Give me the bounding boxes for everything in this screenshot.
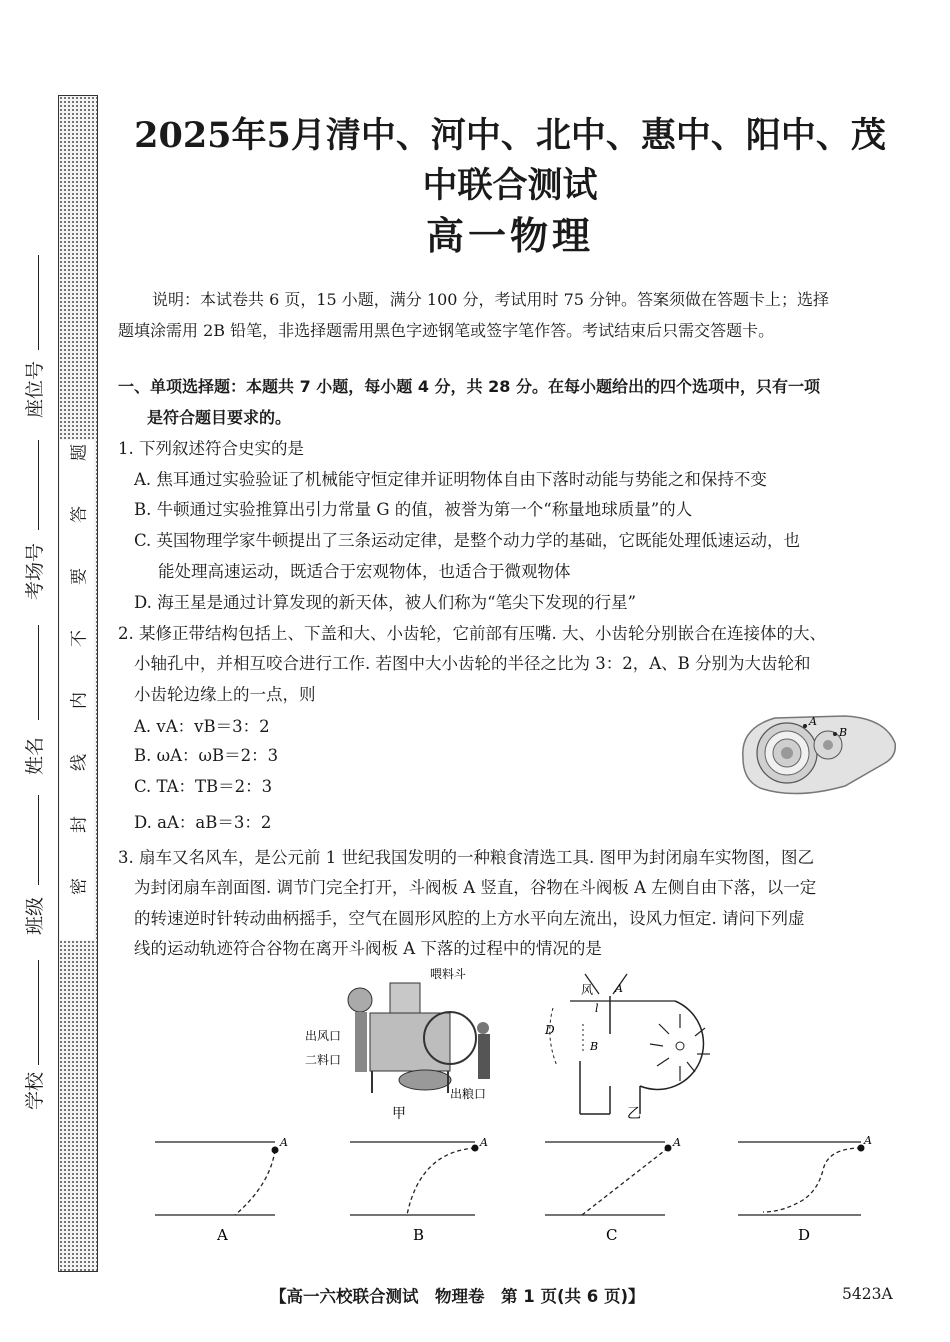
option-a-letter: A (217, 1226, 228, 1244)
q1-option-a: A. 焦耳通过实验验证了机械能守恒定律并证明物体自由下落时动能与势能之和保持不变 (134, 470, 767, 489)
q1-stem: 1. 下列叙述符合史实的是 (118, 439, 304, 458)
wind-label: 风 (581, 983, 594, 997)
q2-option-a: A. vA：vB＝3：2 (134, 717, 270, 736)
point-a-label: A (809, 715, 817, 728)
q1-option-b: B. 牛顿通过实验推算出引力常量 G 的值，被誉为第一个“称量地球质量”的人 (134, 500, 693, 519)
winnowing-machine-photo (300, 968, 510, 1126)
exam-room-line (38, 440, 39, 530)
air-outlet-label: 出风口 (305, 1029, 342, 1043)
subject-title: 高一物理 (425, 214, 594, 258)
q2-option-c: C. TA：TB＝2：3 (134, 777, 273, 796)
option-b-point-label: A (480, 1136, 488, 1149)
option-d-letter: D (798, 1226, 811, 1244)
figure-yi-caption: 乙 (627, 1106, 641, 1122)
seal-char: 不 (69, 630, 90, 647)
option-c-letter: C (606, 1226, 618, 1244)
seal-char: 线 (69, 754, 90, 771)
correction-tape-figure (735, 708, 900, 798)
second-outlet-label: 二料口 (305, 1053, 342, 1067)
trajectory-option-b (345, 1130, 495, 1245)
instructions-line2: 题填涂需用 2B 铅笔，非选择题需用黑色字迹钢笔或签字笔作答。考试结束后只需交答题卡。 (118, 321, 775, 340)
q2-option-d: D. aA：aB＝3：2 (134, 813, 272, 832)
length-l-label: l (595, 1002, 599, 1015)
seat-number-label: 座位号 (24, 360, 46, 418)
trajectory-option-c (540, 1130, 690, 1245)
seal-char: 内 (69, 692, 90, 709)
q3-stem-3: 的转速逆时针转动曲柄摇手，空气在圆形风腔的上方水平向左流出，设风力恒定. 请问下列虚 (134, 909, 805, 928)
distance-d-label: D (545, 1023, 555, 1037)
instructions-line1: 说明：本试卷共 6 页，15 小题，满分 100 分，考试用时 75 分钟。答案须做在答题卡上；选择 (152, 290, 830, 309)
point-b-label: B (590, 1040, 599, 1053)
q3-stem-1: 3. 扇车又名风车，是公元前 1 世纪我国发明的一种粮食清选工具. 图甲为封闭扇车实物图，图乙 (118, 848, 814, 867)
exam-room-label: 考场号 (24, 542, 46, 600)
feed-hopper-label: 喂料斗 (430, 968, 467, 981)
grain-outlet-label: 出粮口 (450, 1087, 487, 1101)
seal-char: 要 (69, 568, 90, 585)
winnowing-cross-section (535, 966, 725, 1126)
q3-stem-2: 为封闭扇车剖面图. 调节门完全打开，斗阀板 A 竖直，谷物在斗阀板 A 左侧自由下落，以一定 (134, 878, 817, 897)
q2-stem-3: 小齿轮边缘上的一点，则 (134, 685, 316, 704)
seal-char: 密 (69, 878, 90, 895)
plate-a-label: A (615, 982, 623, 995)
school-label: 学校 (24, 1071, 46, 1110)
option-a-point-label: A (280, 1136, 288, 1149)
q2-option-b: B. ωA：ωB＝2：3 (134, 746, 279, 765)
option-d-point-label: A (864, 1134, 872, 1147)
class-line (38, 795, 39, 885)
seal-char: 答 (69, 506, 90, 523)
option-c-point-label: A (673, 1136, 681, 1149)
name-label: 姓名 (24, 736, 46, 775)
q2-stem-1: 2. 某修正带结构包括上、下盖和大、小齿轮，它前部有压嘴. 大、小齿轮分别嵌合在连接体的大、 (118, 624, 826, 643)
seal-char: 封 (69, 816, 90, 833)
seal-notice (60, 440, 94, 940)
page-footer: 【高一六校联合测试 物理卷 第 1 页(共 6 页)】 (270, 1287, 645, 1306)
school-line (38, 960, 39, 1065)
q1-option-c: C. 英国物理学家牛顿提出了三条运动定律，是整个动力学的基础，它既能处理低速运动，也 (134, 531, 801, 550)
q3-stem-4: 线的运动轨迹符合谷物在离开斗阀板 A 下落的过程中的情况的是 (134, 939, 602, 958)
option-b-letter: B (413, 1226, 425, 1244)
seat-number-line (38, 255, 39, 350)
point-b-label: B (839, 726, 848, 739)
exam-title: 2025年5月清中、河中、北中、惠中、阳中、茂中联合测试 (134, 115, 886, 206)
q1-option-d: D. 海王星是通过计算发现的新天体，被人们称为“笔尖下发现的行星” (134, 593, 637, 612)
seal-char: 题 (69, 444, 90, 461)
class-label: 班级 (24, 896, 46, 935)
exam-code: 5423A (842, 1285, 893, 1303)
q2-stem-2: 小轴孔中，并相互咬合进行工作. 若图中大小齿轮的半径之比为 3：2，A、B 分别为大齿轮和 (134, 654, 811, 673)
section-heading: 一、单项选择题：本题共 7 小题，每小题 4 分，共 28 分。在每小题给出的四个选项中，只有一项 (118, 377, 820, 396)
section-heading-cont: 是符合题目要求的。 (147, 408, 292, 427)
trajectory-option-a (150, 1130, 300, 1245)
figure-jia-caption: 甲 (392, 1106, 406, 1122)
q1-option-c-cont: 能处理高速运动，既适合于宏观物体，也适合于微观物体 (158, 562, 571, 581)
name-line (38, 625, 39, 720)
trajectory-option-d (733, 1130, 883, 1245)
